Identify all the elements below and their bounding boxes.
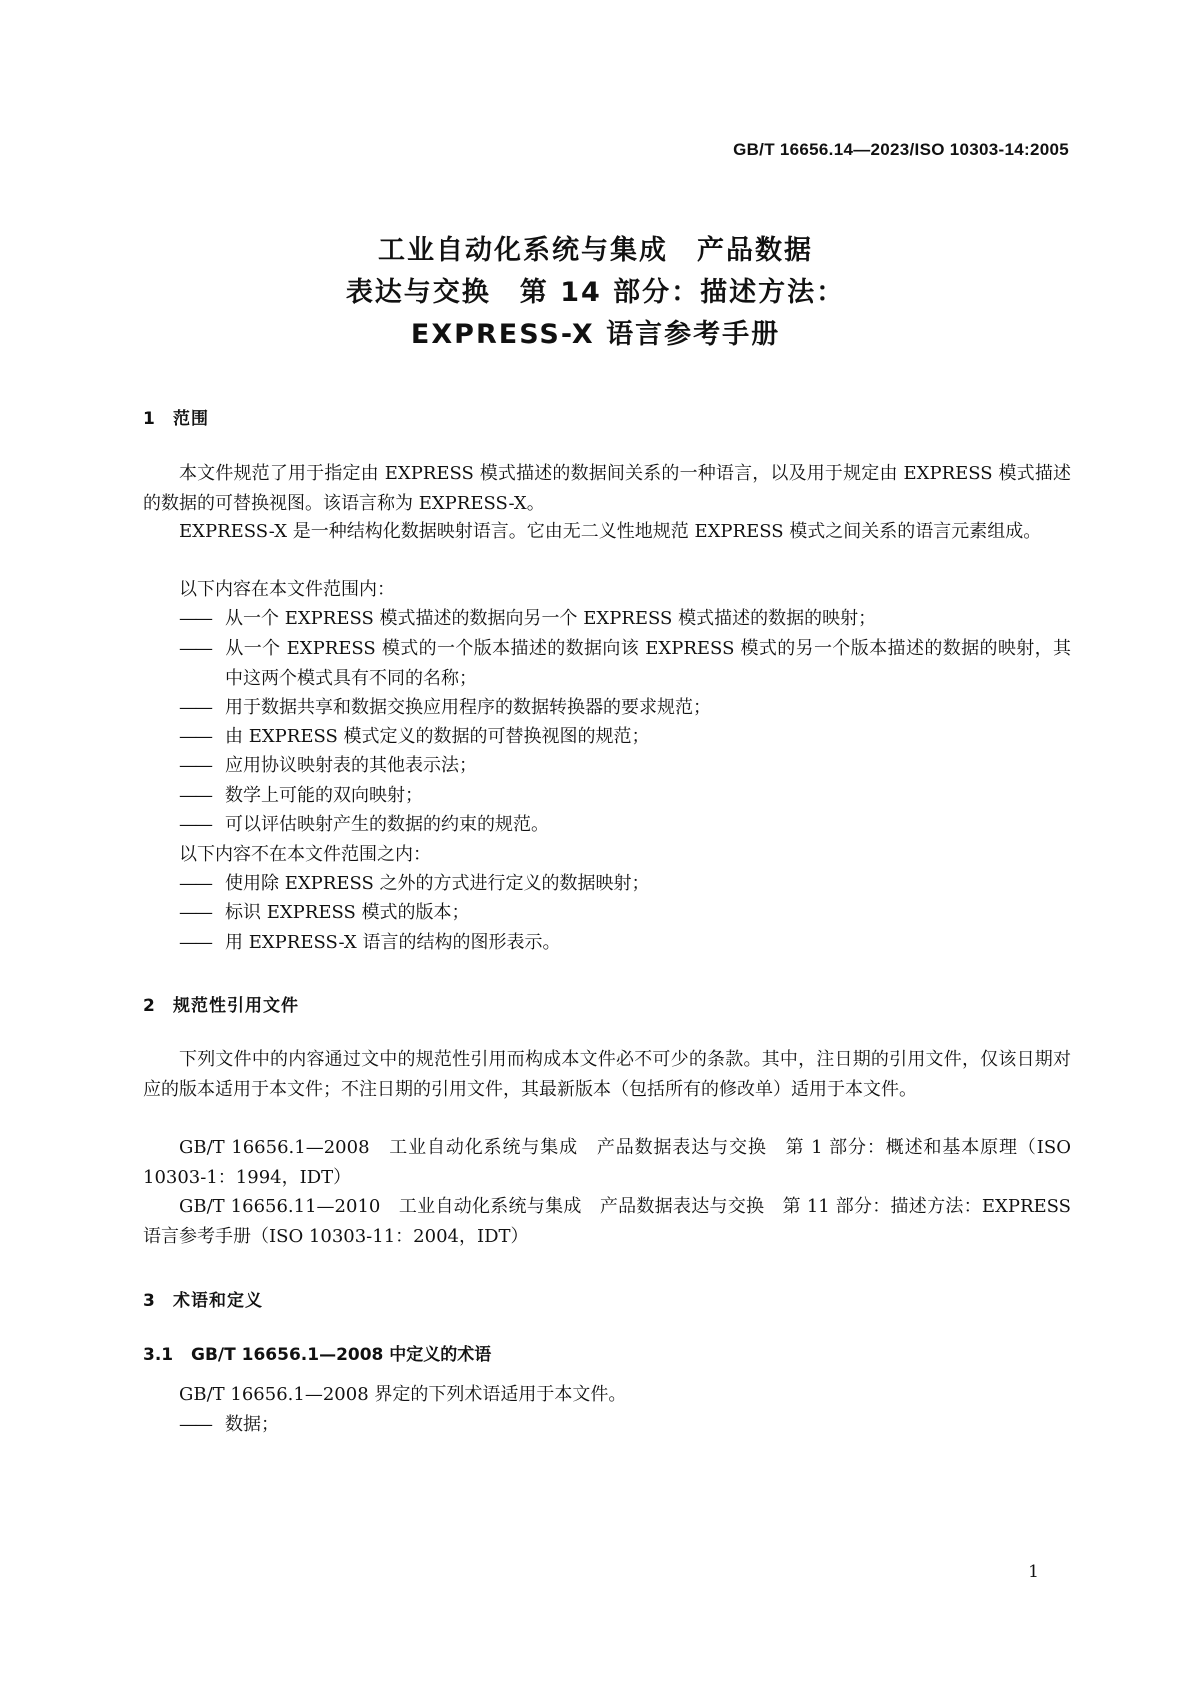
s1-in-scope-item: —— 用于数据共享和数据交换应用程序的数据转换器的要求规范；: [179, 693, 1071, 723]
s1-out-scope-item: —— 用 EXPRESS-X 语言的结构的图形表示。: [179, 928, 1071, 958]
section-title: 范围: [173, 409, 209, 429]
section-3-heading: [143, 1286, 263, 1311]
subsection-number: 3.1: [143, 1345, 174, 1365]
s1-out-scope-intro: 以下内容不在本文件范围之内：: [179, 844, 431, 865]
section-1-heading: [143, 404, 209, 429]
title-line-2: 表达与交换 第 14 部分：描述方法：: [345, 277, 846, 308]
subsection-title: GB/T 16656.1—2008 中定义的术语: [191, 1345, 492, 1365]
s1-out-scope-item: —— 标识 EXPRESS 模式的版本；: [179, 898, 1071, 928]
s1-paragraph-1: 本文件规范了用于指定由 EXPRESS 模式描述的数据间关系的一种语言，以及用于规定由 EXPRESS 模式描述的数据的可替换视图。该语言称为 EXPRESS-X。: [143, 463, 1071, 514]
title-line-1: 工业自动化系统与集成 产品数据: [378, 235, 813, 266]
section-number: 1: [143, 409, 156, 429]
title-line-3: EXPRESS-X 语言参考手册: [410, 319, 781, 350]
s2-reference-1: GB/T 16656.1—2008 工业自动化系统与集成 产品数据表达与交换 第 1 部分：概述和基本原理（ISO 10303-1：1994，IDT）: [143, 1137, 1071, 1188]
s1-in-scope-item: —— 从一个 EXPRESS 模式描述的数据向另一个 EXPRESS 模式描述的数据的映射；: [179, 604, 1071, 634]
s1-in-scope-item: —— 应用协议映射表的其他表示法；: [179, 751, 1071, 781]
section-2-heading: [143, 991, 299, 1016]
section-number: 3: [143, 1291, 156, 1311]
s1-in-scope-item: —— 由 EXPRESS 模式定义的数据的可替换视图的规范；: [179, 722, 1071, 752]
s1-in-scope-item: —— 可以评估映射产生的数据的约束的规范。: [179, 810, 1071, 840]
document-code: GB/T 16656.14—2023/ISO 10303-14:2005: [733, 140, 1069, 159]
page-number: 1: [1028, 1562, 1039, 1582]
section-number: 2: [143, 996, 156, 1016]
s1-in-scope-item: —— 数学上可能的双向映射；: [179, 781, 1071, 811]
s1-in-scope-intro: 以下内容在本文件范围内：: [179, 579, 395, 600]
s3-term-item: —— 数据；: [179, 1410, 1071, 1440]
s1-paragraph-2: EXPRESS-X 是一种结构化数据映射语言。它由无二义性地规范 EXPRESS 模式之间关系的语言元素组成。: [179, 521, 1042, 542]
s1-out-scope-item: —— 使用除 EXPRESS 之外的方式进行定义的数据映射；: [179, 869, 1071, 899]
s2-paragraph-1: 下列文件中的内容通过文中的规范性引用而构成本文件必不可少的条款。其中，注日期的引用文件，仅该日期对应的版本适用于本文件；不注日期的引用文件，其最新版本（包括所有的修改单）适用于本文件。: [143, 1049, 1071, 1100]
section-title: 术语和定义: [173, 1291, 263, 1311]
section-3-1-heading: [143, 1340, 491, 1365]
s3-paragraph-1: GB/T 16656.1—2008 界定的下列术语适用于本文件。: [179, 1384, 627, 1405]
section-title: 规范性引用文件: [173, 996, 299, 1016]
s2-reference-2: GB/T 16656.11—2010 工业自动化系统与集成 产品数据表达与交换 第 11 部分：描述方法：EXPRESS 语言参考手册（ISO 10303-11：2004，IDT）: [143, 1196, 1071, 1247]
s1-in-scope-item: —— 从一个 EXPRESS 模式的一个版本描述的数据向该 EXPRESS 模式的另一个版本描述的数据的映射，其中这两个模式具有不同的名称；: [179, 634, 1071, 694]
